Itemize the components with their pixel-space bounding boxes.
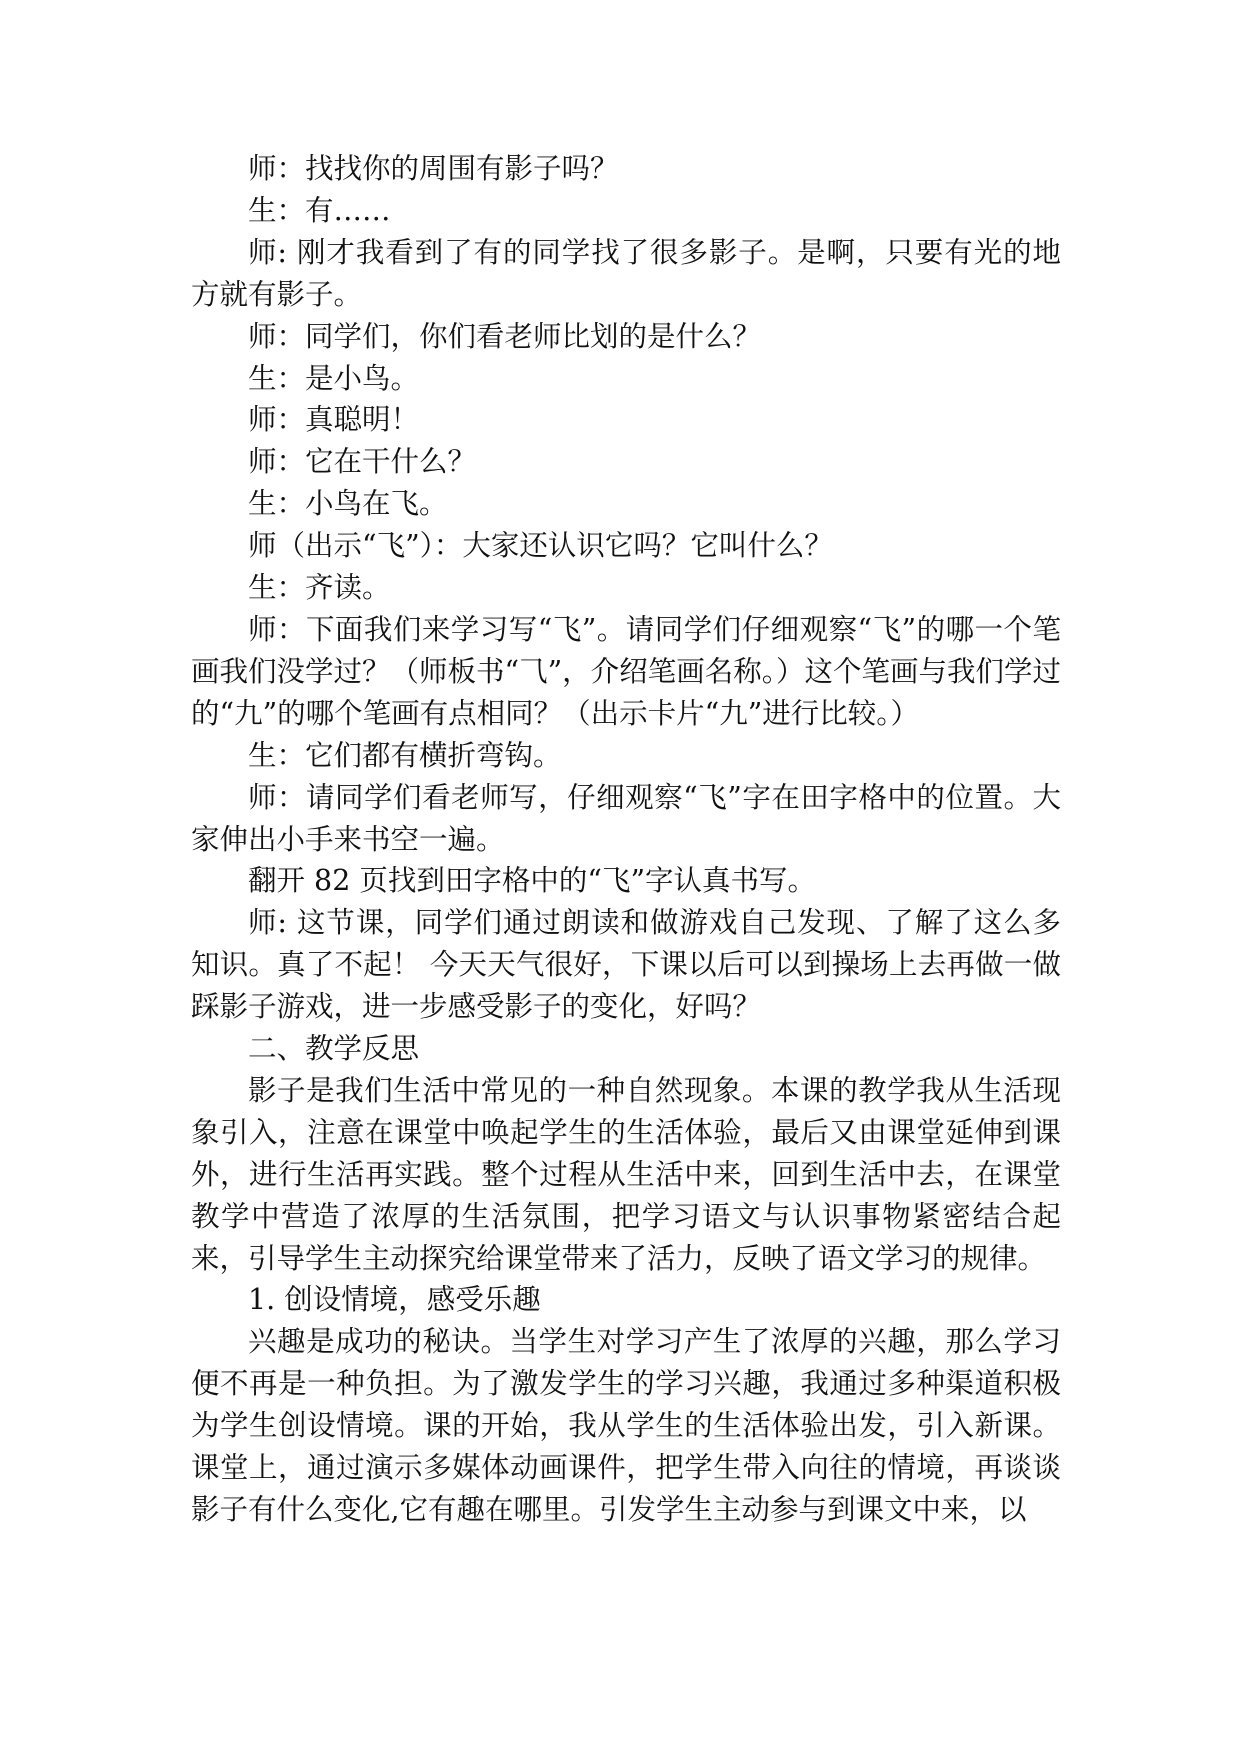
dialogue-line: 师：同学们，你们看老师比划的是什么？ <box>248 319 762 353</box>
body-paragraph: 翻开 82 页找到田字格中的“飞”字认真书写。 <box>248 864 817 898</box>
section-heading: 二、教学反思 <box>248 1032 420 1066</box>
subsection-heading: 1. 创设情境，感受乐趣 <box>248 1283 541 1317</box>
dialogue-line: 师：找找你的周围有影子吗？ <box>248 152 619 185</box>
dialogue-line: 生：齐读。 <box>248 571 391 605</box>
dialogue-line: 师：请同学们看老师写，仔细观察“飞”字在田字格中的位置。大家伸出小手来书空一遍。 <box>191 780 1061 856</box>
dialogue-line: 生：它们都有横折弯钩。 <box>248 738 562 772</box>
dialogue-line: 师: 刚才我看到了有的同学找了很多影子。是啊，只要有光的地方就有影子。 <box>191 235 1061 311</box>
body-paragraph: 影子是我们生活中常见的一种自然现象。本课的教学我从生活现象引入，注意在课堂中唤起学生的生活体验，最后又由课堂延伸到课外，进行生活再实践。整个过程从生活中来，回到生活中去，在课堂教学中营造了浓厚的生活氛围，把学习语文与认识事物紧密结合起来，引导学生主动探究给课堂带来了活力，反映了语文学习的规律。 <box>191 1073 1061 1275</box>
dialogue-line: 生：是小鸟。 <box>248 361 420 395</box>
dialogue-line: 生：小鸟在飞。 <box>248 487 448 521</box>
dialogue-line: 师：下面我们来学习写“飞”。请同学们仔细观察“飞”的哪一个笔画我们没学过？（师板书“⺄”，介绍笔画名称。）这个笔画与我们学过的“九”的哪个笔画有点相同？（出示卡片“九”进行比较。） <box>191 612 1061 730</box>
dialogue-line: 师: 这节课，同学们通过朗读和做游戏自己发现、了解了这么多知识。真了不起！ 今天天气很好，下课以后可以到操场上去再做一做踩影子游戏，进一步感受影子的变化，好吗？ <box>191 906 1061 1024</box>
dialogue-line: 师：真聪明！ <box>248 403 420 437</box>
document-page <box>191 148 1061 1531</box>
body-paragraph: 兴趣是成功的秘诀。当学生对学习产生了浓厚的兴趣，那么学习便不再是一种负担。为了激发学生的学习兴趣，我通过多种渠道积极为学生创设情境。课的开始，我从学生的生活体验出发，引入新课。课堂上，通过演示多媒体动画课件，把学生带入向往的情境，再谈谈影子有什么变化,它有趣在哪里。引发学生主动参与到课文中来，以 <box>191 1325 1061 1526</box>
dialogue-line: 师：它在干什么？ <box>248 445 477 479</box>
dialogue-line: 师（出示“飞”）：大家还认识它吗？它叫什么？ <box>248 529 833 563</box>
dialogue-line: 生：有…… <box>248 193 391 227</box>
